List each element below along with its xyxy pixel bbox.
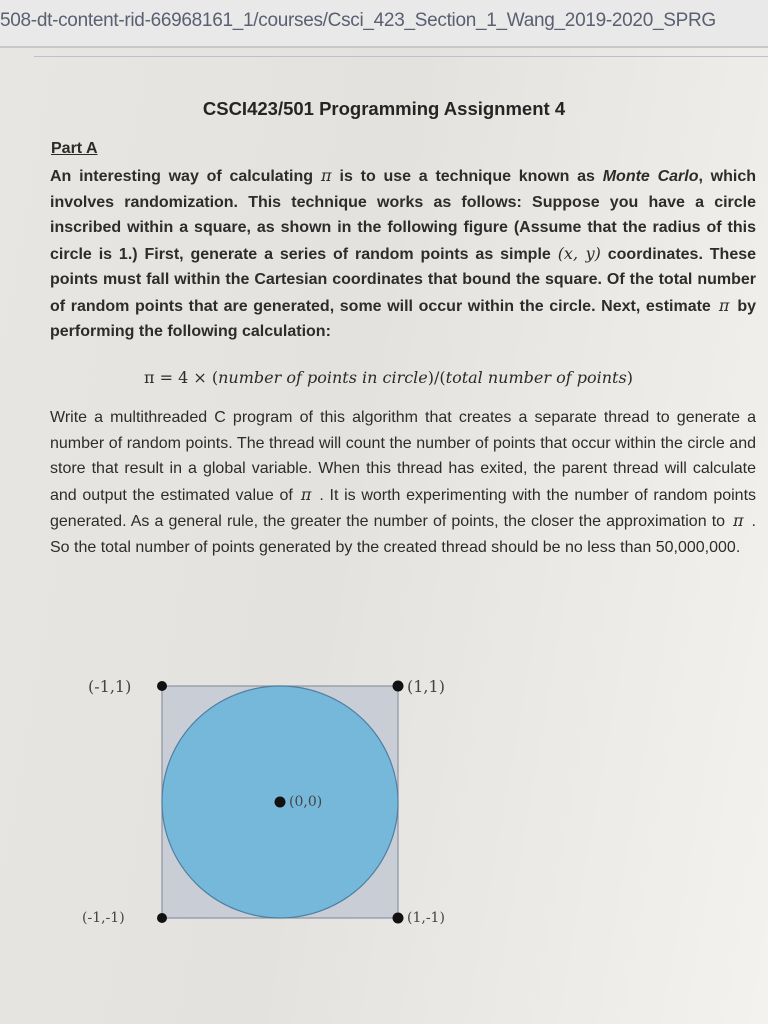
pi-formula [144,368,633,387]
intro-paragraph [50,163,756,345]
task-text-2: . It is worth experimenting with the number of random points generated. As a general rule, the greater the number of points, the closer the approximation to [50,486,757,530]
task-paragraph [50,405,756,560]
pi-symbol: π [300,484,312,504]
formula-numerator: number of points in circle [218,368,428,387]
corner-dot-top-right [393,681,404,692]
pi-symbol: π [733,511,744,530]
formula-end: ) [626,368,633,387]
intro-text-1: An interesting way of calculating [50,168,314,185]
task-text-1: Write a multithreaded C program of this algorithm that creates a separate thread to generate a number of random points. The thread will count the number of points that occur within the circle and store that result in a global variable. When this thread has exited, the parent thread will calculate and output the estimated value of [50,409,756,504]
task-text-3: . So the total number of points generated by the created thread should be no less than 50,000,000. [50,513,756,556]
intro-text-5: by performing the following calculation: [50,297,756,340]
intro-text-3: , which involves randomization. This technique works as follows: Suppose you have a circle inscribed within a square, as shown in the following figure (Assume that the radius of this circle is 1.) First, generate a series of random points as simple [50,168,756,263]
corner-dot-bottom-right [393,913,404,924]
label-bottom-left: (-1,-1) [82,910,125,926]
center-dot [275,797,286,808]
formula-divide: )/( [427,368,446,387]
pi-symbol: π [718,295,730,315]
label-bottom-right: (1,-1) [407,910,445,926]
monte-carlo-term: Monte Carlo [602,168,699,185]
address-bar[interactable] [0,0,768,48]
xy-coordinates: (x, y) [557,243,601,263]
document-top-rule [34,56,768,57]
label-top-left: (-1,1) [88,677,132,696]
label-top-right: (1,1) [407,677,445,696]
intro-text-2: is to use a technique known as [339,168,595,185]
label-center: (0,0) [289,794,323,810]
formula-lhs: π = 4 × ( [144,368,219,387]
corner-dot-top-left [157,681,167,691]
intro-text-4: coordinates. These points must fall within the Cartesian coordinates that bound the square. Of the total number of random points that are generated, some will occur within the circle. Next, estimate [50,245,757,315]
assignment-title: CSCI423/501 Programming Assignment 4 [202,98,566,119]
part-a-label: Part A [51,140,98,157]
corner-dot-bottom-left [157,913,167,923]
formula-denominator: total number of points [445,368,627,387]
url-text[interactable]: 508-dt-content-rid-66968161_1/courses/Csci_423_Section_1_Wang_2019-2020_SPRG [0,10,716,31]
pi-symbol: π [321,166,332,185]
circle-in-square-figure [60,660,520,940]
